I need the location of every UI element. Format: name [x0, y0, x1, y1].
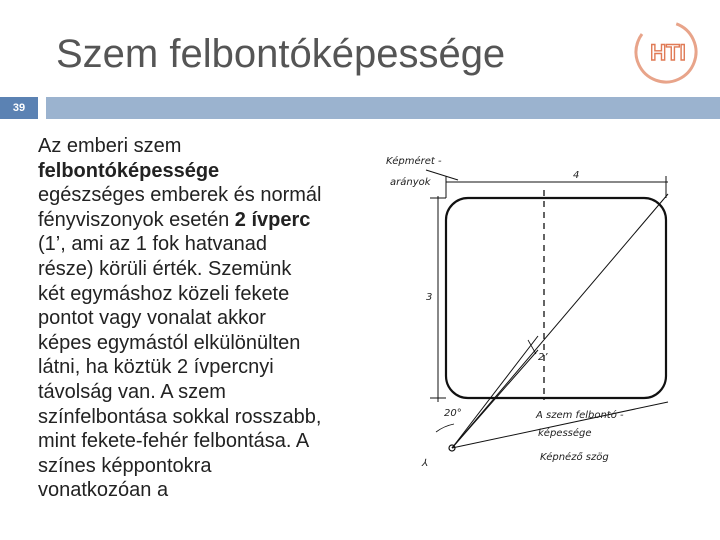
body-line: (1’, ami az 1 fok hatvanad: [38, 233, 268, 256]
body-line: vonatkozóan a: [38, 479, 169, 502]
label-kepmeret-1: Képméret -: [386, 156, 442, 167]
body-term-bold: felbontóképessége: [38, 159, 220, 182]
logo-text: HTI: [650, 40, 686, 65]
kepmeret-leader: [426, 170, 458, 180]
body-line: távolság van. A szem: [38, 380, 226, 403]
screen-outline: [446, 198, 666, 398]
body-line: két egymáshoz közeli fekete: [38, 282, 290, 305]
body-line: Az emberi szem: [38, 135, 182, 157]
hti-logo: [630, 12, 702, 94]
label-kepnezo: Képnéző szög: [540, 452, 609, 463]
body-line: része) körüli érték. Szemünk: [38, 257, 292, 280]
observer-icon: ⅄: [422, 458, 429, 469]
dim-height-label: 3: [426, 292, 433, 303]
header-divider-bar: [46, 97, 720, 119]
large-angle-arc: [436, 424, 454, 432]
body-line: színfelbontása sokkal rosszabb,: [38, 405, 322, 428]
angle-large-label: 20°: [444, 408, 462, 419]
body-line: [38, 208, 358, 233]
body-line: színes képpontokra: [38, 454, 212, 477]
body-line: látni, ha köztük 2 ívpercnyi: [38, 356, 274, 379]
body-line-part: fényviszonyok esetén: [38, 208, 235, 231]
body-line: mint fekete-fehér felbontása. A: [38, 430, 310, 453]
view-line-small-1: [452, 336, 538, 448]
slide-title: Szem felbontóképessége: [56, 32, 506, 76]
screen-resolution-diagram: [378, 140, 678, 490]
label-felbonto-2: képessége: [538, 428, 592, 439]
body-text: [38, 134, 358, 540]
angle-small-label: 2’: [538, 352, 548, 363]
page-number: 39: [12, 102, 26, 114]
label-kepmeret-2: arányok: [390, 177, 431, 188]
view-line-bottom: [452, 402, 668, 448]
body-line: képes egymástól elkülönülten: [38, 331, 301, 354]
body-line: [38, 159, 358, 184]
dim-width-label: 4: [573, 170, 580, 181]
label-felbonto-1: A szem felbontó -: [536, 410, 624, 421]
body-line: egészséges emberek és normál: [38, 184, 322, 207]
body-line: pontot vagy vonalat akkor: [38, 307, 266, 330]
body-value-bold: 2 ívperc: [234, 208, 311, 231]
